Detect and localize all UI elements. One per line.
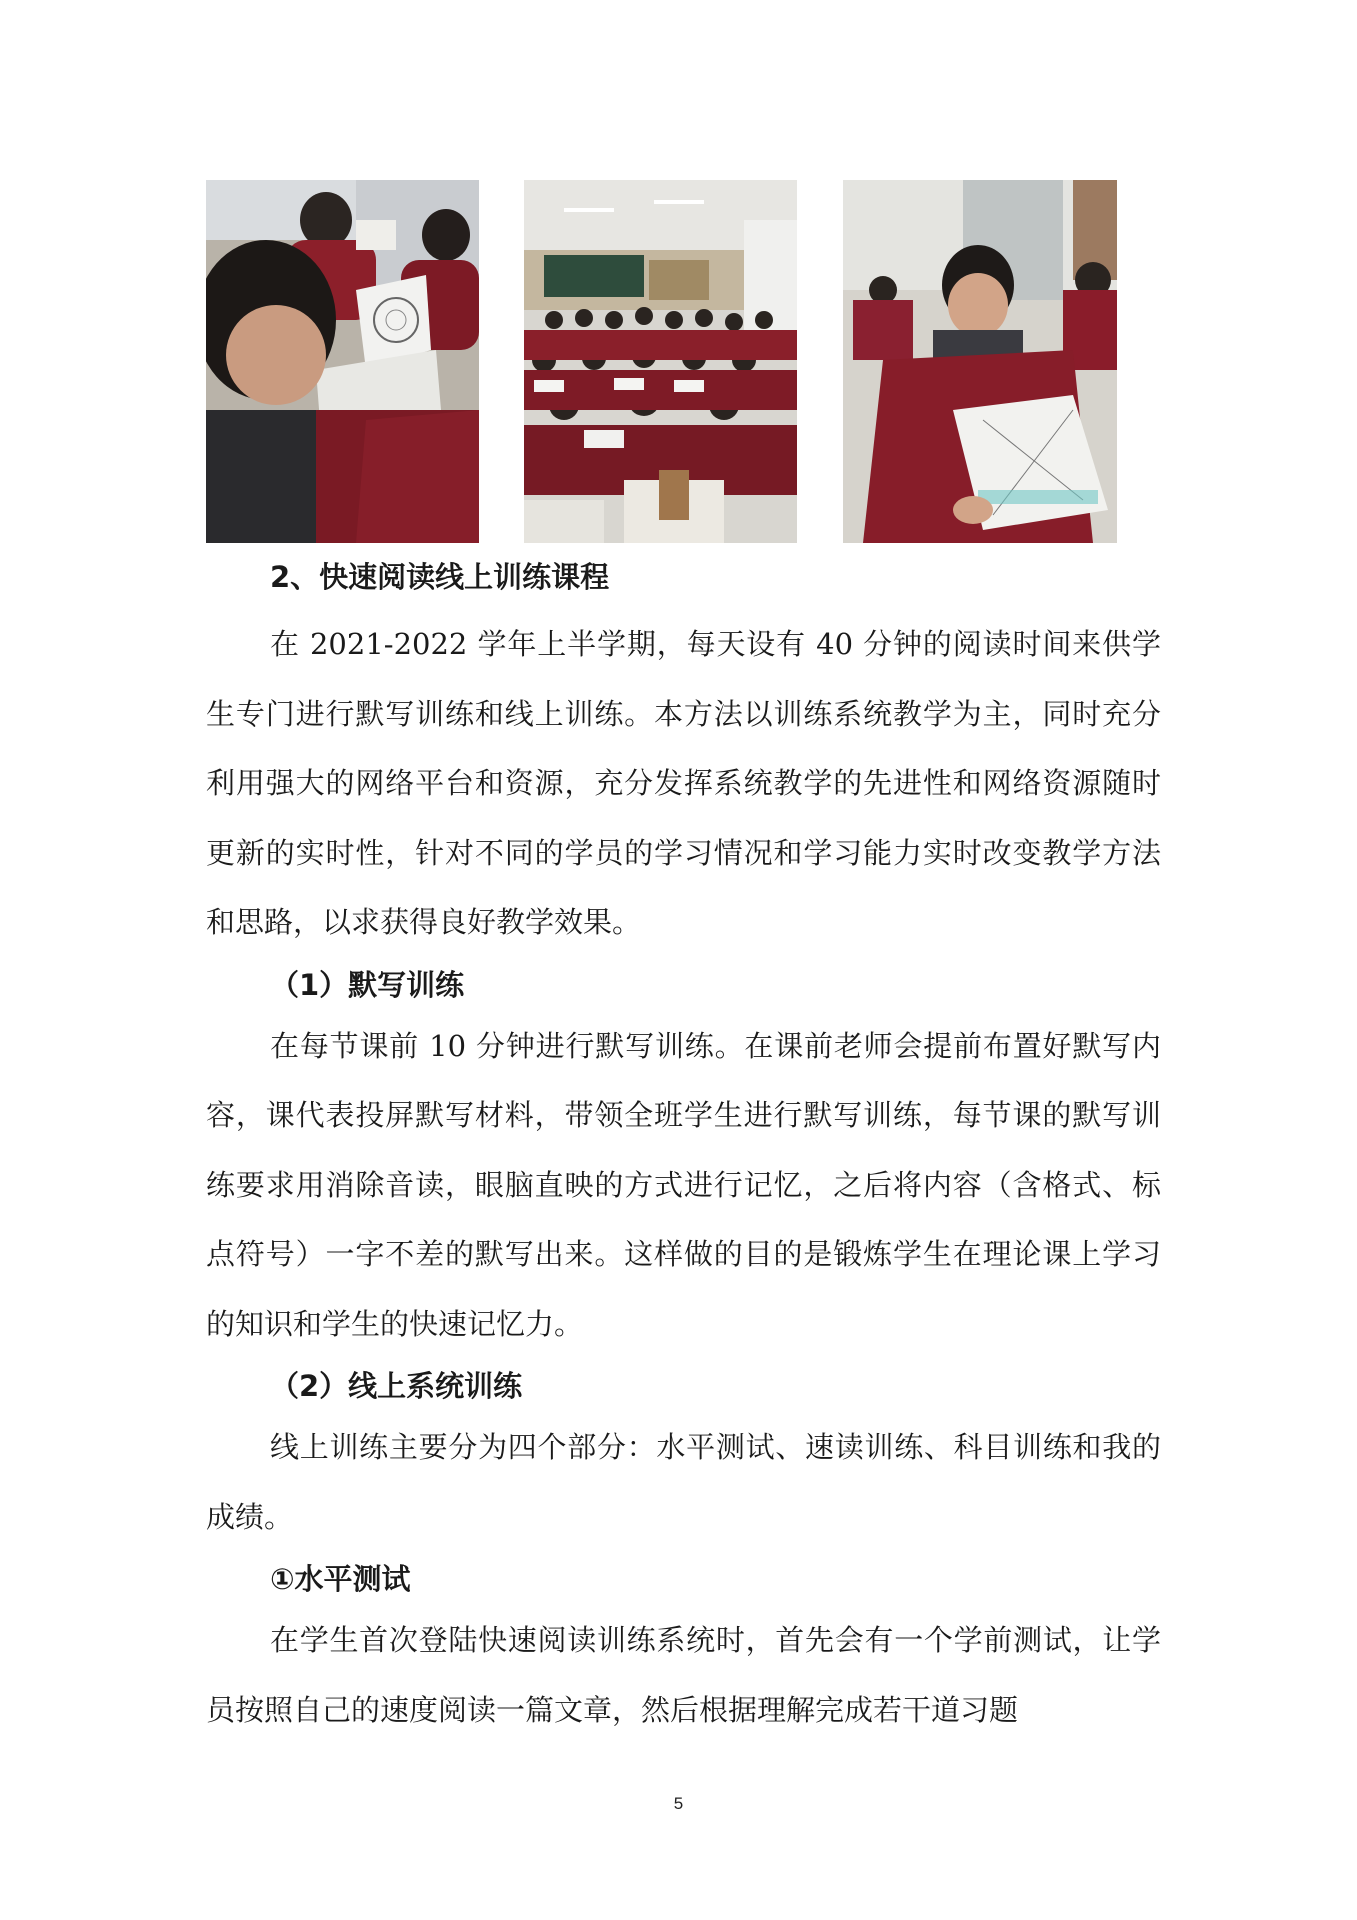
level-test-paragraph: 在学生首次登陆快速阅读训练系统时，首先会有一个学前测试，让学员按照自己的速度阅读一篇文章，然后根据理解完成若干道习题 bbox=[206, 1623, 1161, 1727]
section-heading: 2、快速阅读线上训练课程 bbox=[270, 560, 610, 594]
photo-icon bbox=[524, 180, 797, 543]
online-training-paragraph: 线上训练主要分为四个部分：水平测试、速读训练、科目训练和我的成绩。 bbox=[206, 1430, 1161, 1534]
photo-classroom-wide bbox=[524, 180, 797, 543]
document-body bbox=[206, 552, 1161, 1745]
subheading-online-training: （2）线上系统训练 bbox=[270, 1369, 523, 1403]
photo-row bbox=[206, 180, 1117, 543]
photo-student-with-card bbox=[843, 180, 1117, 543]
page-number: 5 bbox=[673, 1794, 684, 1813]
dictation-paragraph: 在每节课前 10 分钟进行默写训练。在课前老师会提前布置好默写内容，课代表投屏默写材料，带领全班学生进行默写训练，每节课的默写训练要求用消除音读，眼脑直映的方式进行记忆，之后将内容（含格式、标点符号）一字不差的默写出来。这样做的目的是锻炼学生在理论课上学习的知识和学生的快速记忆力。 bbox=[206, 1028, 1161, 1341]
photo-icon bbox=[843, 180, 1117, 543]
intro-paragraph: 在 2021-2022 学年上半学期，每天设有 40 分钟的阅读时间来供学生专门进行默写训练和线上训练。本方法以训练系统教学为主，同时充分利用强大的网络平台和资源，充分发挥系统教学的先进性和网络资源随时更新的实时性，针对不同的学员的学习情况和学习能力实时改变教学方法和思路，以求获得良好教学效果。 bbox=[206, 627, 1161, 939]
photo-icon bbox=[206, 180, 479, 543]
photo-student-reading-closeup bbox=[206, 180, 479, 543]
subheading-dictation: （1）默写训练 bbox=[270, 967, 465, 1002]
subheading-level-test: ①水平测试 bbox=[270, 1562, 411, 1596]
